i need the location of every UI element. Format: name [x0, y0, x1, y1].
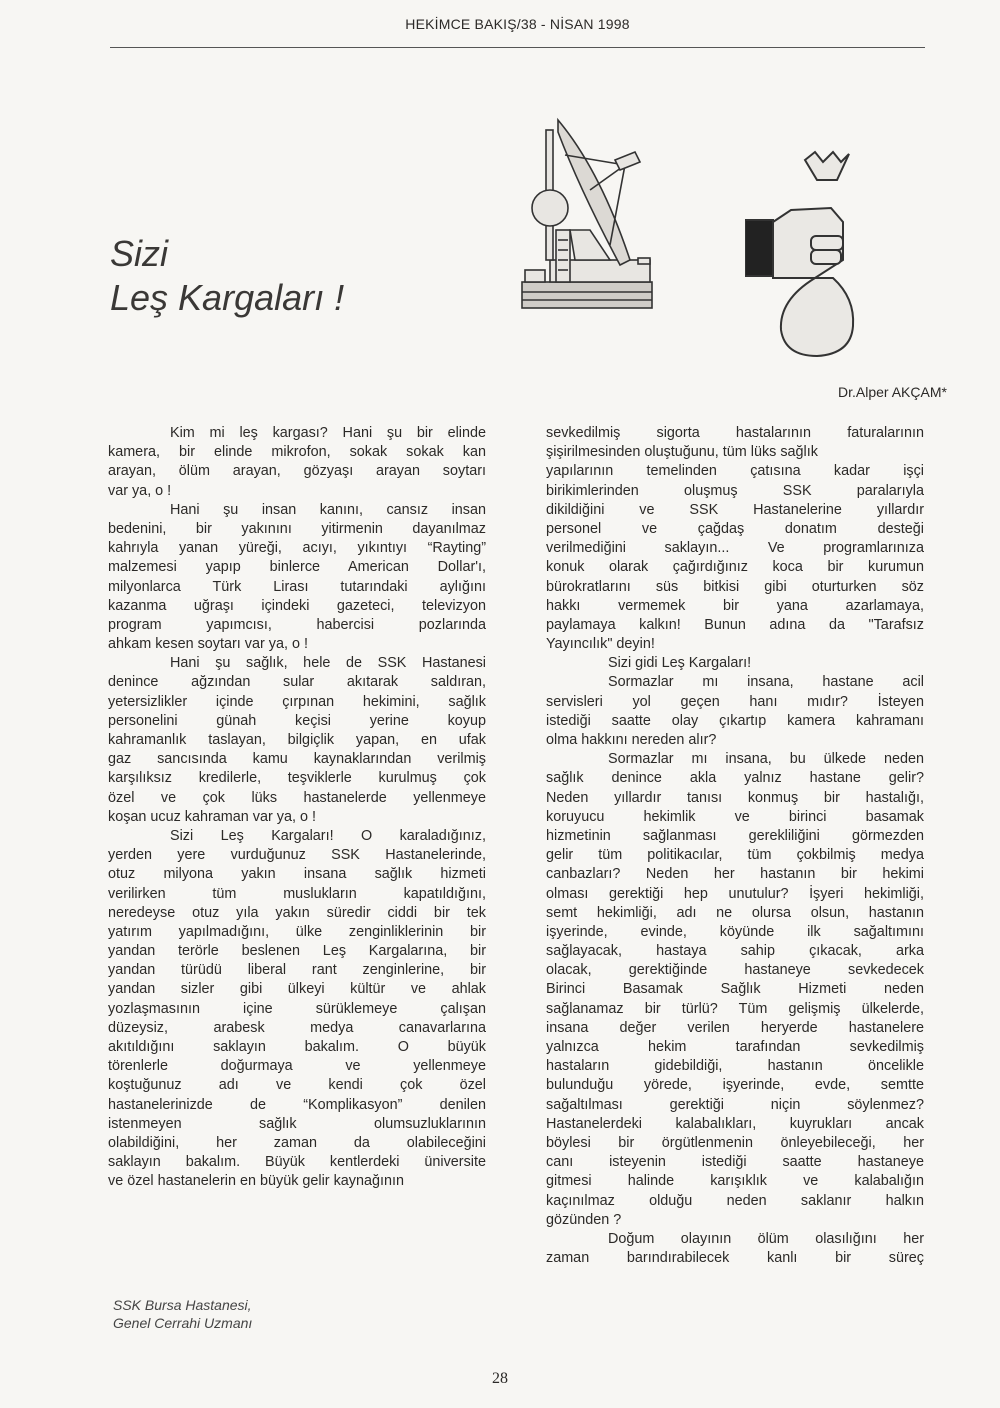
text-line: hakkı vermemek bir yana azarlamaya, — [546, 597, 924, 614]
text-line: Hani şu insan kanını, cansız insan — [170, 501, 486, 518]
satellite-dish-icon — [520, 110, 660, 310]
money-bag-in-hand-icon — [745, 150, 865, 360]
running-header: HEKİMCE BAKIŞ/38 - NİSAN 1998 — [405, 16, 630, 32]
text-line: canbazları? Neden her hastanın bir hekimi — [546, 866, 924, 883]
text-line: düzeysiz, arabesk medya canavarlarına — [108, 1019, 486, 1036]
text-line: yozlaşmasının içine sürüklemeye çalışan — [108, 1000, 486, 1017]
text-line: olma hakkını nereden alır? — [546, 732, 717, 748]
text-line: birikimlerinden oluşmuş SSK paralarıyla — [546, 482, 924, 499]
text-line: gaz sancısında kamu kaynaklarından verilmiş — [108, 751, 486, 768]
text-line: gelir tüm politikacılar, tüm çokbilmiş medya — [546, 847, 924, 864]
text-line: Hastanelerdeki kalabalıkları, kuyrukları ancak — [546, 1115, 924, 1132]
left-column — [108, 424, 486, 1192]
text-line: hastaların gidebildiği, hastanın öncelikle — [546, 1058, 924, 1075]
text-line: otuz milyona yakın insana sağlık hizmeti — [108, 866, 486, 883]
text-line: ahkam kesen soytarı var ya, o ! — [108, 636, 308, 653]
text-line: istediği saatte olay çıkartıp kamera kahramanı — [546, 712, 924, 729]
text-line: var ya, o ! — [108, 482, 172, 499]
text-line: sağaltılması gerektiği niçin söylenmez? — [546, 1096, 924, 1113]
text-line: kamera, bir elinde mikrofon, sokak sokak kan — [108, 444, 486, 461]
text-line: bedenini, bir yakınını yitirmenin dayanılmaz — [108, 520, 486, 537]
text-line: canı isteyenin istediği saatte hastaneye — [546, 1154, 924, 1171]
text-line: Sormazlar mı insana, hastane acil — [608, 674, 924, 691]
text-line: akıtıldığını saklayın bakalım. O büyük — [108, 1039, 486, 1055]
page-number: 28 — [492, 1370, 508, 1387]
text-line: yandan sizler gibi ülkeyi kültür ve ahlak — [108, 981, 486, 998]
text-line: Sizi gidi Leş Kargaları! — [608, 655, 752, 672]
text-line: sağlayacak, hastaya sahip çıkacak, arka — [546, 943, 924, 960]
text-line: koştuğunuz adı ve kendi çok özel — [108, 1077, 486, 1094]
text-line: arayan, ölüm arayan, gözyaşı arayan soytarı — [108, 463, 486, 480]
text-line: yandan türüdü liberal rant zenginlerine, bir — [108, 962, 486, 979]
article-title-line-1: Sizi — [110, 233, 169, 274]
text-line: olabildiğini, her zaman da olabileceğini — [108, 1134, 486, 1151]
text-line: personelini günah keçisi yerine koyup — [108, 712, 486, 729]
text-line: karşılıksız kredilerle, teşviklerle kurulmuş çok — [108, 770, 486, 787]
text-line: özel ve çok lüks hastanelerde yellenmeye — [108, 789, 486, 806]
text-line: Sizi Leş Kargaları! O karaladığınız, — [170, 827, 486, 844]
text-line: program yapımcısı, habercisi pozlarında — [108, 616, 486, 633]
text-line: koşan ucuz kahraman var ya, o ! — [108, 808, 316, 825]
text-line: sağlanamaz bir türlü? Tüm gelişmiş ülkelerde, — [546, 1000, 924, 1017]
text-line: gitmesi halinde karışıklık ve kalabalığın — [546, 1173, 924, 1190]
footnote-line-1: SSK Bursa Hastanesi, — [113, 1297, 252, 1313]
text-line: Yayıncılık" deyin! — [546, 636, 655, 653]
text-line: ve özel hastanelerin en büyük gelir kaynağının — [108, 1173, 404, 1190]
article-title-line-2: Leş Kargaları ! — [110, 277, 345, 318]
text-line: olacak, gerektiğinde hastaneye sevkedecek — [546, 962, 924, 979]
text-line: Neden yıllardır tanısı konmuş bir hastalığı, — [546, 789, 924, 806]
text-line: törenlerle doğurmaya ve yellenmeye — [108, 1058, 486, 1075]
text-line: Hani şu sağlık, hele de SSK Hastanesi — [170, 655, 486, 672]
text-line: milyonlarca Türk Lirası tutarındaki aylığını — [108, 578, 486, 595]
text-line: böylesi bir örgütlenmenin önleyebileceği, her — [546, 1134, 924, 1151]
text-line: yalnızca hekim tarafından sevkedilmiş — [546, 1039, 924, 1055]
text-line: yerden yere vurduğunuz SSK Hastanelerinde, — [108, 847, 486, 864]
text-line: denince ağzından sular akıtarak saldıran, — [108, 674, 486, 691]
text-line: kahrıyla yanan yüreği, acıyı, yıkıntıyı “Rayting” — [108, 540, 486, 557]
text-line: malzemesi yapıp binlerce American Dollar'ı, — [108, 559, 486, 576]
text-line: kazanma uğraşı içindeki gazeteci, televizyon — [108, 597, 486, 614]
header-rule — [110, 47, 925, 48]
text-line: Sormazlar mı insana, bu ülkede neden — [608, 751, 924, 768]
text-line: verilirken tüm muslukların kapatıldığını, — [108, 885, 486, 902]
text-line: olması gerektiği hep unutulur? İşyeri hekimliği, — [546, 885, 924, 902]
right-column — [546, 424, 924, 1268]
text-line: hizmetinin sağlanması gerekliliğini görmezden — [546, 827, 924, 844]
text-line: istenmeyen sağlık olumsuzluklarının — [108, 1115, 486, 1132]
text-line: saklayın bakalım. Büyük kentlerdeki üniversite — [108, 1154, 486, 1171]
text-line: gözünden ? — [546, 1211, 622, 1228]
text-line: bürokratlarını süs bitkisi gibi oturturken söz — [546, 578, 924, 595]
text-line: konuk olarak çağırdığınız koca bir kurumun — [546, 559, 924, 576]
text-line: yapılarının temelinden çatısına kadar işçi — [546, 463, 924, 480]
text-line: kahramanlık taslayan, bilgiçlik yapan, en ufak — [108, 732, 486, 748]
text-line: yetersizlikler içinde çırpınan hekimini, sağlık — [108, 693, 486, 710]
text-line: neredeyse otuz yıla yakın süredir ciddi bir tek — [108, 904, 486, 921]
text-line: Kim mi leş kargası? Hani şu bir elinde — [170, 425, 486, 441]
text-line: semt hekimliği, adı ne olursa olsun, hastanın — [546, 904, 924, 921]
text-line: zaman barındırabilecek kanlı bir süreç — [546, 1250, 924, 1267]
text-line: sevkedilmiş sigorta hastalarının faturalarının — [546, 425, 924, 441]
text-line: yandan terörle beslenen Leş Kargalarına, bir — [108, 943, 486, 960]
article-title — [110, 232, 344, 320]
text-line: işyerinde, evinde, köyünde ilk sağaltımını — [546, 923, 924, 940]
text-line: sağlık denince akla yalnız hastane gelir? — [546, 770, 924, 787]
text-line: şişirilmesinden oluştuğunu, tüm lüks sağlık — [546, 444, 818, 461]
text-line: paylamaya kalkın! Bunun adına da "Tarafsız — [546, 616, 924, 633]
text-line: insana değer verilen heryerde hastanelere — [546, 1019, 924, 1036]
text-line: koruyucu hekimlik ve birinci basamak — [546, 808, 924, 825]
text-line: yatırım yapılmadığını, ülke zenginliklerinin bir — [108, 923, 486, 940]
text-line: kaçınılmaz olduğu neden saklanır halkın — [546, 1192, 924, 1209]
text-line: hastanelerinizde de “Komplikasyon” denilen — [108, 1096, 486, 1113]
footnote-line-2: Genel Cerrahi Uzmanı — [113, 1315, 253, 1331]
text-line: Doğum olayının ölüm olasılığını her — [608, 1230, 924, 1247]
author-footnote — [113, 1296, 252, 1332]
text-line: dikildiğini ve SSK Hastanelerine yıllardır — [546, 501, 924, 518]
text-line: servisleri yol geçen hanı mıdır? İsteyen — [546, 693, 924, 710]
text-line: personel ve çağdaş donatım desteği — [546, 520, 924, 537]
text-line: Birinci Basamak Sağlık Hizmeti neden — [546, 981, 924, 998]
author-byline: Dr.Alper AKÇAM* — [838, 384, 947, 400]
text-line: verilmediğini saklayın... Ve programlarınıza — [546, 540, 924, 557]
text-line: bulunduğu yörede, işyerinde, evde, semtte — [546, 1077, 924, 1094]
